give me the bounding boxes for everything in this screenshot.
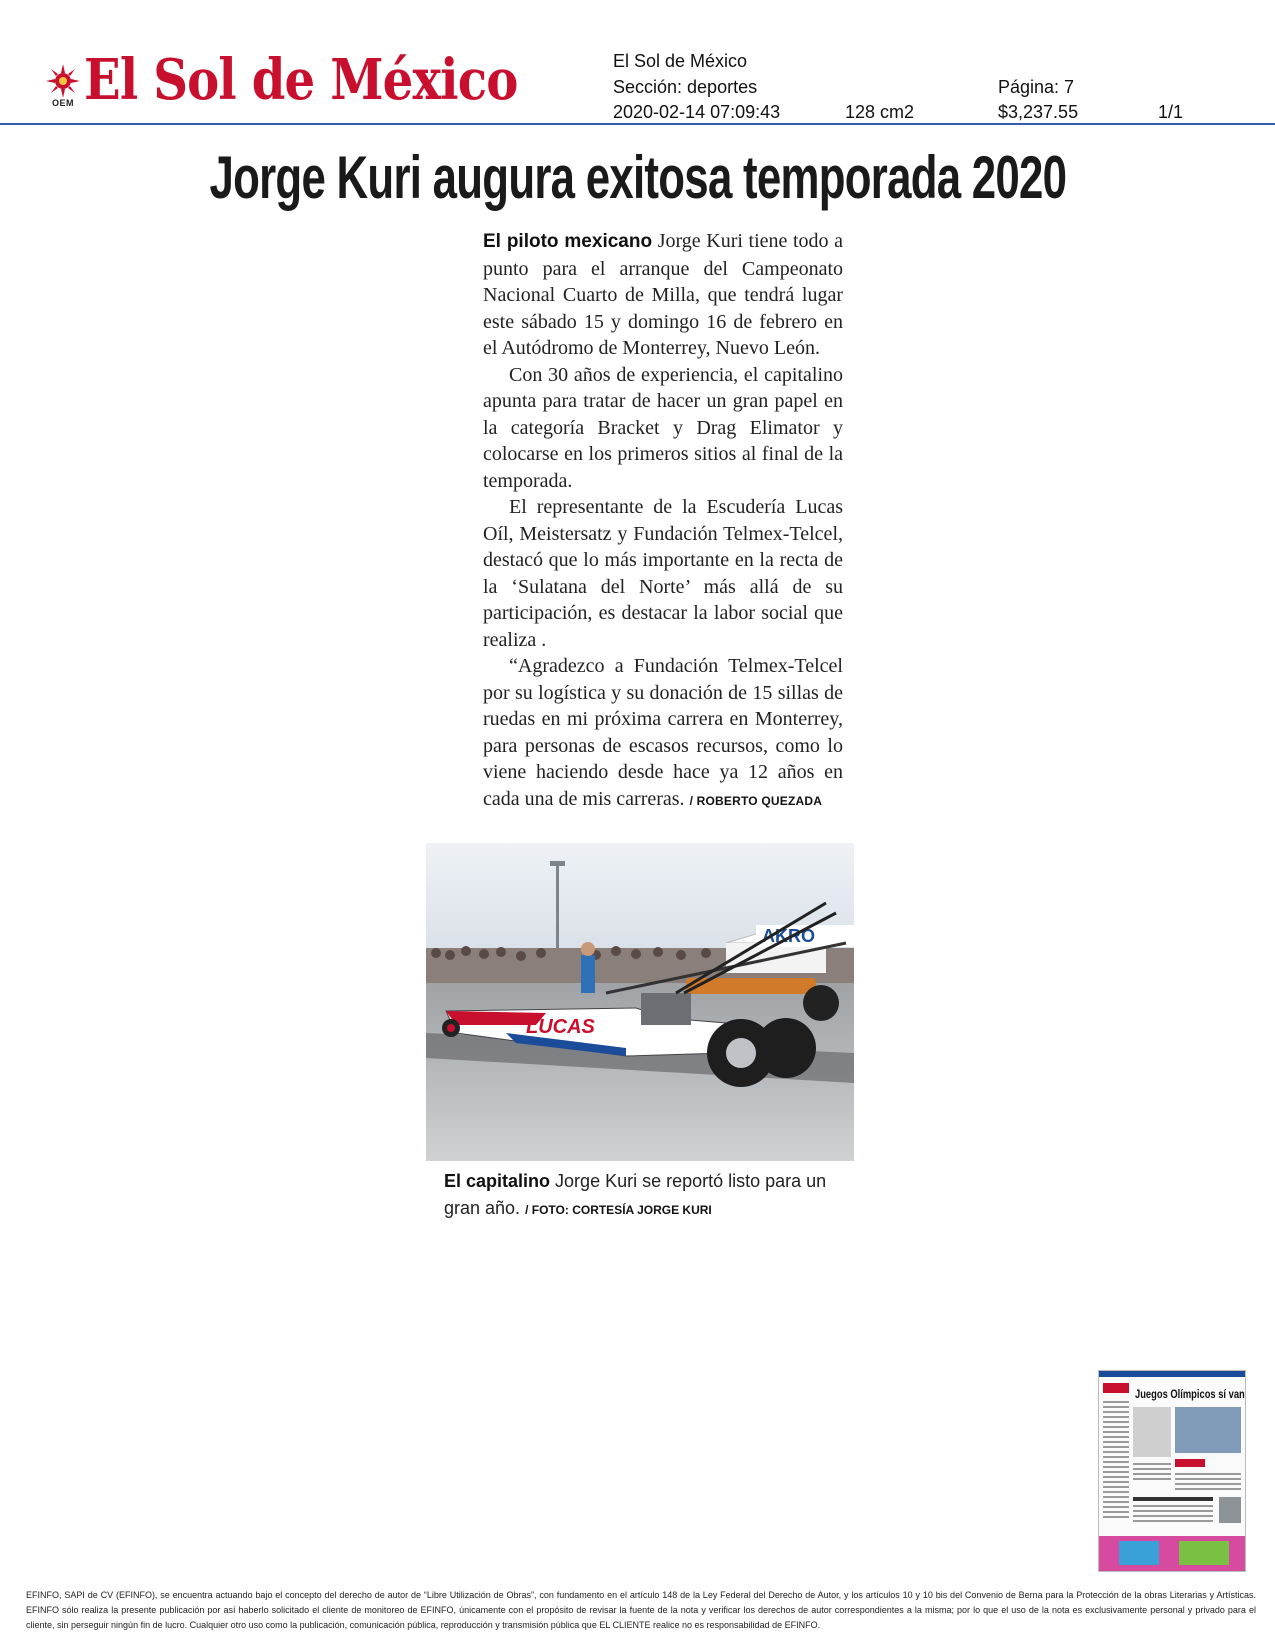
- publication-datetime: 2020-02-14 07:09:43: [613, 102, 781, 122]
- section-label: Sección: deportes: [613, 77, 758, 97]
- page-count: 1/1: [1158, 102, 1184, 122]
- article-paragraph: [483, 228, 843, 362]
- banner-text: AKRO: [762, 926, 815, 946]
- caption-lead: El capitalino: [444, 1171, 551, 1191]
- article-headline: Jorge Kuri augura exitosa temporada 2020: [209, 144, 1066, 211]
- oem-badge: OEM: [51, 98, 74, 108]
- lead-label: El piloto mexicano: [483, 231, 653, 252]
- photo-credit: / FOTO: CORTESÍA JORGE KURI: [525, 1203, 712, 1217]
- page-thumbnail[interactable]: [1098, 1370, 1246, 1572]
- masthead-logo: [46, 47, 518, 113]
- car-brand-text: LUCAS: [526, 1016, 595, 1038]
- page-number: Página: 7: [998, 77, 1075, 97]
- paragraph-text: Jorge Kuri tiene todo a punto para el arranque del Campeonato Nacional Cuarto de Milla, que tendrá lugar este sábado 15 y domingo 16 de febrero en el Autódromo de Monterrey, Nuevo León.: [483, 230, 844, 359]
- article-paragraph: Con 30 años de experiencia, el capitalino apunta para tratar de hacer un gran papel en la categoría Bracket y Drag Elimator y colocarse en los primeros sitios al final de la temporada.: [483, 363, 843, 492]
- thumbnail-layout: [1099, 1371, 1245, 1571]
- photo-caption: [444, 1168, 854, 1224]
- thumbnail-title: Juegos Olímpicos sí van: [1135, 1387, 1245, 1401]
- area-measure: 128 cm2: [845, 102, 915, 122]
- paragraph-text: “Agradezco a Fundación Telmex-Telcel por su logística y su donación de 15 sillas de ruedas en mi próxima carrera en Monterrey, para personas de escasos recursos, como lo viene haciendo desde hace ya 12 años en cada una de mis carreras.: [483, 655, 843, 810]
- dragster-illustration: [426, 843, 854, 1161]
- logo-wordmark: El Sol de México: [84, 47, 518, 113]
- ad-value: $3,237.55: [998, 102, 1079, 122]
- article-paragraph: El representante de la Escudería Lucas Oíl, Meistersatz y Fundación Telmex-Telcel, destacó que lo más importante en la recta de la ‘Sulatana del Norte’ más allá de su participación, es destacar la labor social que realiza .: [483, 496, 843, 651]
- article-paragraph: [483, 653, 843, 814]
- header-divider: [0, 123, 1275, 125]
- race-photo: [426, 843, 854, 1161]
- sun-seal-icon: [46, 64, 80, 98]
- legal-disclaimer: EFINFO, SAPI de CV (EFINFO), se encuentra actuando bajo el concepto del derecho de autor de “Libre Utilización de Obras”, con fundamento en el artículo 148 de la Ley Federal del Derecho de Autor, y los artículos 10 y 10 bis del Convenio de Berna para la Protección de la obras Literarias y Artísticas. EFINFO sólo realiza la presente publicación por así haberlo solicitado el cliente de monitoreo de EFINFO, únicamente con el propósito de revisar la fuente de la nota y verificar los derechos de autor correspondientes a la misma; por lo que el uso de la nota es exclusivamente personal y privado para el cliente, sin perseguir ningún fin de lucro. Cualquier otro uso como la publicación, comunicación pública, reproducción y transmisión pública que EL CLIENTE realice no es responsabilidad de EFINFO.: [26, 1590, 1256, 1630]
- article-body: [483, 228, 843, 814]
- caption-text: Jorge Kuri se reportó listo para un gran año.: [444, 1171, 827, 1218]
- author-byline: / ROBERTO QUEZADA: [689, 793, 823, 808]
- publication-name: El Sol de México: [613, 51, 748, 71]
